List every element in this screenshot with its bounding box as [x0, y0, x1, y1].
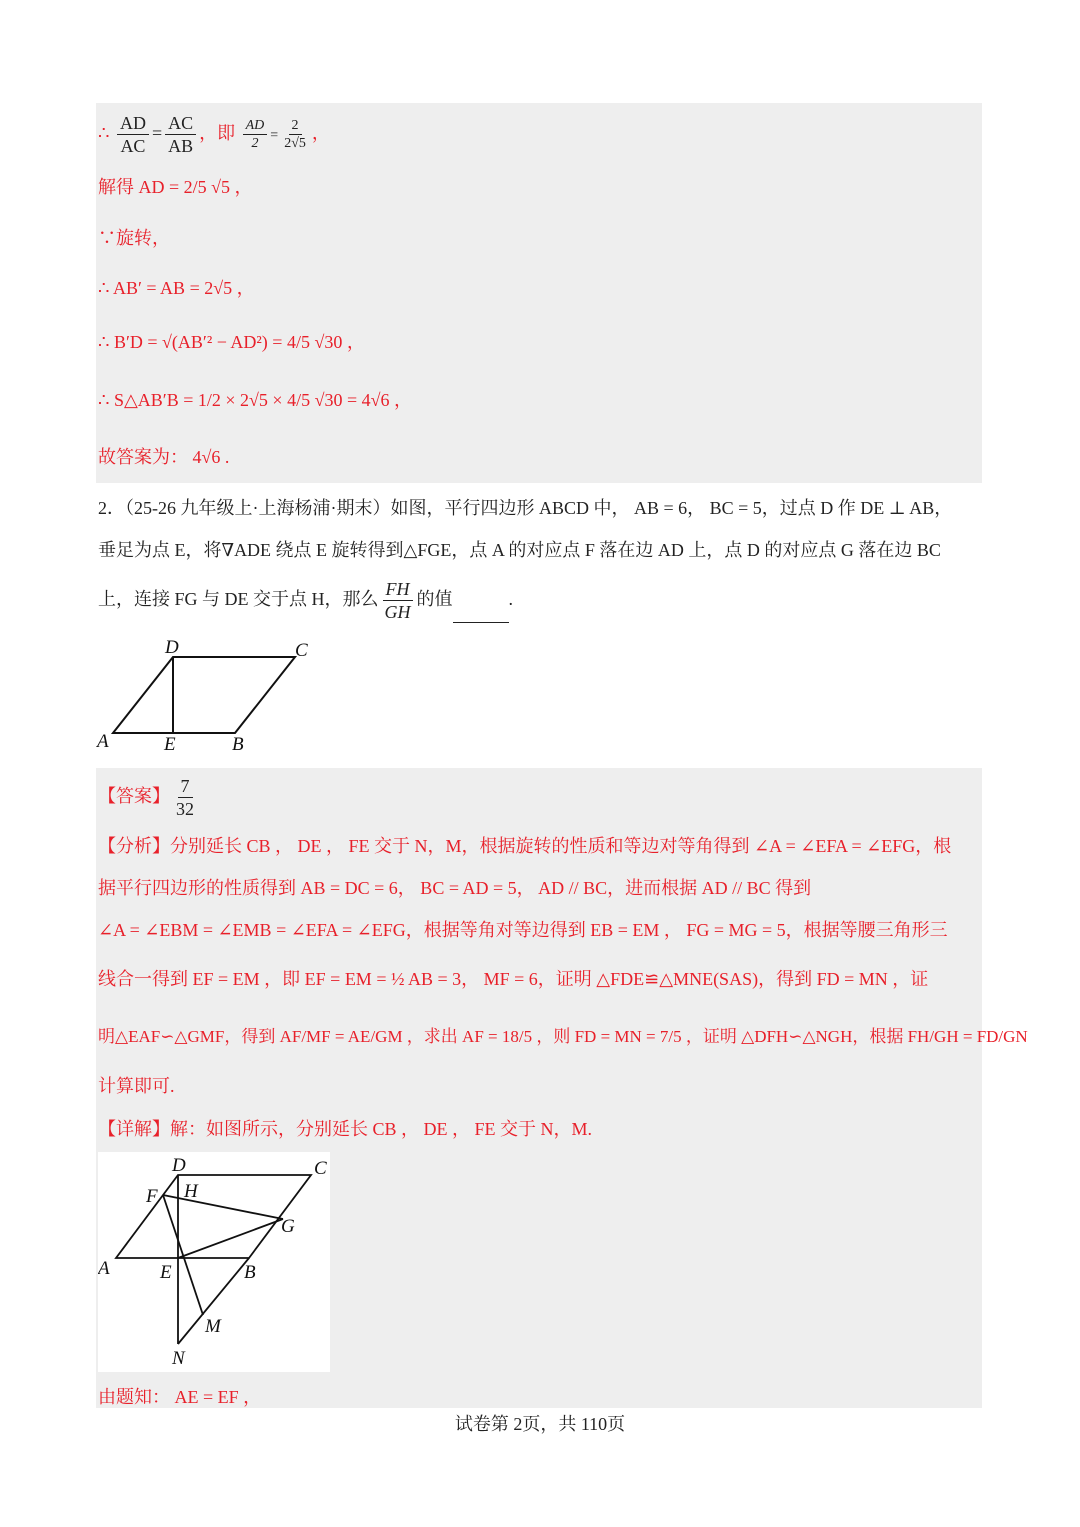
fig2-label-c: C [314, 1158, 327, 1179]
answer-line: 【答案】 $\frac{7}{32}$ [98, 773, 200, 820]
solution-line-5: ∴ B′D = √(AB′² − AD²) = 4/5 √30 ， [98, 332, 365, 352]
page-footer: 试卷第 2页，共 110页 [454, 1414, 626, 1434]
fig2-label-g: G [281, 1216, 295, 1237]
fig2-label-f: F [146, 1186, 158, 1207]
fraction-ac-ab: $\frac{AC}{AB}$ [165, 112, 196, 157]
fraction-2-2sqrt5: $\frac{2}{2√5}$ [284, 118, 306, 152]
detail-figure [98, 1152, 330, 1372]
parallelogram-figure [95, 632, 325, 757]
question2-line-2: 垂足为点 E，将∇ADE 绕点 E 旋转得到△FGE，点 A 的对应点 F 落在边 AD 上，点 D 的对应点 G 落在边 BC [98, 540, 941, 560]
solution-line-3: ∵旋转， [98, 228, 170, 248]
question2-line-3: 上，连接 FG 与 DE 交于点 H，那么 $\frac{FH}{GH}$ 的值 . [98, 579, 514, 623]
label-e: E [164, 734, 176, 755]
answer-blank [453, 604, 509, 623]
fig2-label-a: A [98, 1258, 110, 1279]
analysis-line-2: 据平行四边形的性质得到 AB = DC = 6， BC = AD = 5， AD // BC，进而根据 AD // BC 得到 [98, 878, 812, 898]
solution-line-4: ∴ AB′ = AB = 2√5 ， [98, 278, 255, 298]
answer-fraction: $\frac{7}{32}$ [176, 776, 194, 820]
analysis-line-5: 明△EAF∽△GMF，得到 AF/MF = AE/GM ，求出 AF = 18/5 ，则 FD = MN = 7/5 ，证明 △DFH∽△NGH，根据 FH/GH = FD/GN [98, 1027, 1028, 1046]
detail-line-1: 【详解】解：如图所示，分别延长 CB ， DE ， FE 交于 N，M. [98, 1119, 593, 1139]
question2-line-1: 2．（25-26 九年级上·上海杨浦·期末）如图，平行四边形 ABCD 中， AB = 6， BC = 5，过点 D 作 DE ⊥ AB， [98, 498, 953, 518]
analysis-line-1: 【分析】分别延长 CB ， DE ， FE 交于 N，M，根据旋转的性质和等边对等角得到 ∠A = ∠EFA = ∠EFG，根 [98, 836, 952, 856]
analysis-line-4: 线合一得到 EF = EM ，即 EF = EM = ½ AB = 3， MF = 6，证明 △FDE≌△MNE(SAS)，得到 FD = MN ，证 [98, 969, 929, 989]
fig2-label-m: M [205, 1316, 221, 1337]
fig2-label-n: N [172, 1348, 185, 1369]
solution-line-6: ∴ S△AB′B = 1/2 × 2√5 × 4/5 √30 = 4√6 ， [98, 390, 412, 410]
analysis-line-6: 计算即可. [98, 1076, 175, 1096]
label-d: D [165, 637, 179, 658]
solution-line-7: 故答案为： 4√6 . [98, 447, 230, 467]
fraction-ad-ac: $\frac{AD}{AC}$ [117, 112, 149, 157]
label-c: C [295, 640, 308, 661]
detail-last-line: 由题知： AE = EF ， [98, 1387, 262, 1407]
fig2-label-e: E [160, 1262, 172, 1283]
label-a: A [97, 731, 109, 752]
solution-line-2: 解得 AD = 2/5 √5 ， [98, 177, 253, 197]
solution-line-1: ∴ $\frac{AD}{AC}$ = $\frac{AC}{AB}$ ，即 $\frac{AD}{2}$ = $\frac{2}{2√5}$ ， [98, 113, 330, 157]
fig2-label-b: B [244, 1262, 256, 1283]
label-b: B [232, 734, 244, 755]
fraction-ad-2: $\frac{AD}{2}$ [243, 117, 268, 152]
fraction-fh-gh: $\frac{FH}{GH}$ [384, 579, 411, 623]
fig2-label-d: D [172, 1155, 186, 1176]
analysis-line-3: ∠A = ∠EBM = ∠EMB = ∠EFA = ∠EFG，根据等角对等边得到 EB = EM ， FG = MG = 5，根据等腰三角形三 [98, 920, 948, 940]
fig2-label-h: H [184, 1181, 198, 1202]
